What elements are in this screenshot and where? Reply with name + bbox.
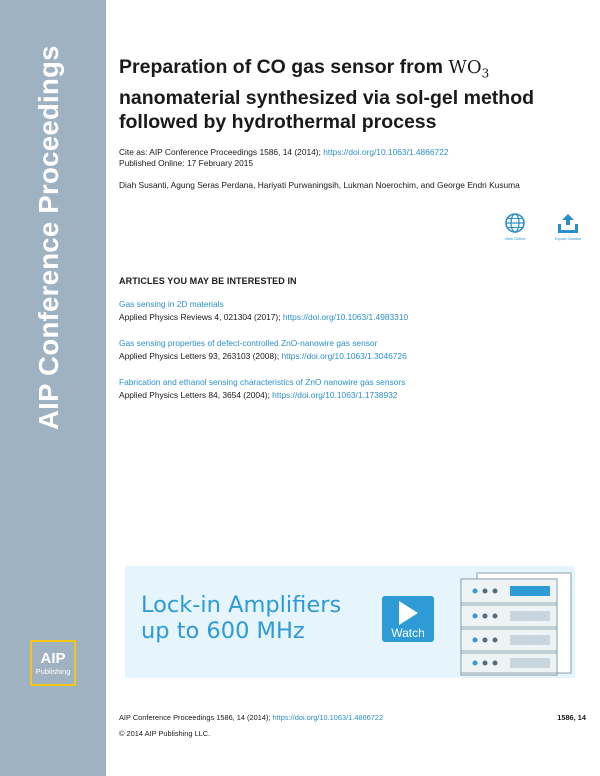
footer-volume-page: 1586, 14 xyxy=(557,713,586,722)
logo-sub-text: Publishing xyxy=(35,667,71,676)
article-title xyxy=(119,55,559,134)
title-formula: $WO_3$ xyxy=(448,57,490,81)
related-article-2 xyxy=(119,337,559,363)
aip-publishing-logo[interactable] xyxy=(30,640,76,686)
export-citation-label: Export Citation xyxy=(554,236,582,241)
export-icon xyxy=(556,212,580,234)
lock-in-amplifier-ad[interactable] xyxy=(125,566,575,678)
related-article-cite: Applied Physics Letters 84, 3654 (2004); https://doi.org/10.1063/1.1738932 xyxy=(119,390,398,400)
globe-icon xyxy=(504,212,526,234)
related-article-cite: Applied Physics Letters 93, 263103 (2008); https://doi.org/10.1063/1.3046726 xyxy=(119,351,407,361)
view-online-label: View Online xyxy=(504,236,526,241)
title-part-2: nanomaterial synthesized via sol-gel method followed by hydrothermal process xyxy=(119,86,535,133)
footer-doi-link[interactable]: https://doi.org/10.1063/1.4866722 xyxy=(272,713,384,722)
journal-name: AIP Conference Proceedings xyxy=(33,45,64,430)
published-date: Published Online: 17 February 2015 xyxy=(119,158,254,168)
cite-label: Cite as: AIP Conference Proceedings 1586, 14 (2014); xyxy=(119,147,321,157)
ad-line-2: up to 600 MHz xyxy=(141,618,305,644)
related-article-title[interactable]: Fabrication and ethanol sensing characteristics of ZnO nanowire gas sensors xyxy=(119,377,406,387)
export-citation-button[interactable] xyxy=(548,212,588,241)
footer-cite-line xyxy=(119,713,383,723)
journal-sidebar xyxy=(0,0,106,776)
author-list: Diah Susanti, Agung Seras Perdana, Hariyati Purwaningsih, Lukman Noerochim, and George Endri Kusuma xyxy=(119,180,520,190)
cite-line xyxy=(119,147,449,158)
related-article-title[interactable]: Gas sensing properties of defect-controlled ZnO-nanowire gas sensor xyxy=(119,338,378,348)
related-article-doi-link[interactable]: https://doi.org/10.1063/1.4983310 xyxy=(282,312,409,322)
view-online-button[interactable] xyxy=(495,212,535,241)
title-part-1: Preparation of CO gas sensor from xyxy=(119,56,449,78)
related-article-3 xyxy=(119,376,559,402)
footer-cite-label: AIP Conference Proceedings 1586, 14 (2014); xyxy=(119,713,271,722)
related-article-title[interactable]: Gas sensing in 2D materials xyxy=(119,299,224,309)
amplifier-device-image xyxy=(455,569,573,677)
watch-label: Watch xyxy=(391,626,425,640)
watch-button[interactable] xyxy=(382,596,434,642)
play-icon xyxy=(399,601,418,625)
ad-line-1: Lock-in Amplifiers xyxy=(141,592,342,618)
related-article-cite: Applied Physics Reviews 4, 021304 (2017); https://doi.org/10.1063/1.4983310 xyxy=(119,312,409,322)
related-article-doi-link[interactable]: https://doi.org/10.1063/1.3046726 xyxy=(281,351,407,361)
related-articles-heading: ARTICLES YOU MAY BE INTERESTED IN xyxy=(119,276,297,286)
related-article-doi-link[interactable]: https://doi.org/10.1063/1.1738932 xyxy=(272,390,398,400)
logo-main-text: AIP xyxy=(40,650,66,667)
related-article-1 xyxy=(119,298,559,324)
cite-doi-link[interactable]: https://doi.org/10.1063/1.4866722 xyxy=(323,147,449,157)
footer-copyright: © 2014 AIP Publishing LLC. xyxy=(119,729,211,738)
ad-headline xyxy=(141,592,391,644)
